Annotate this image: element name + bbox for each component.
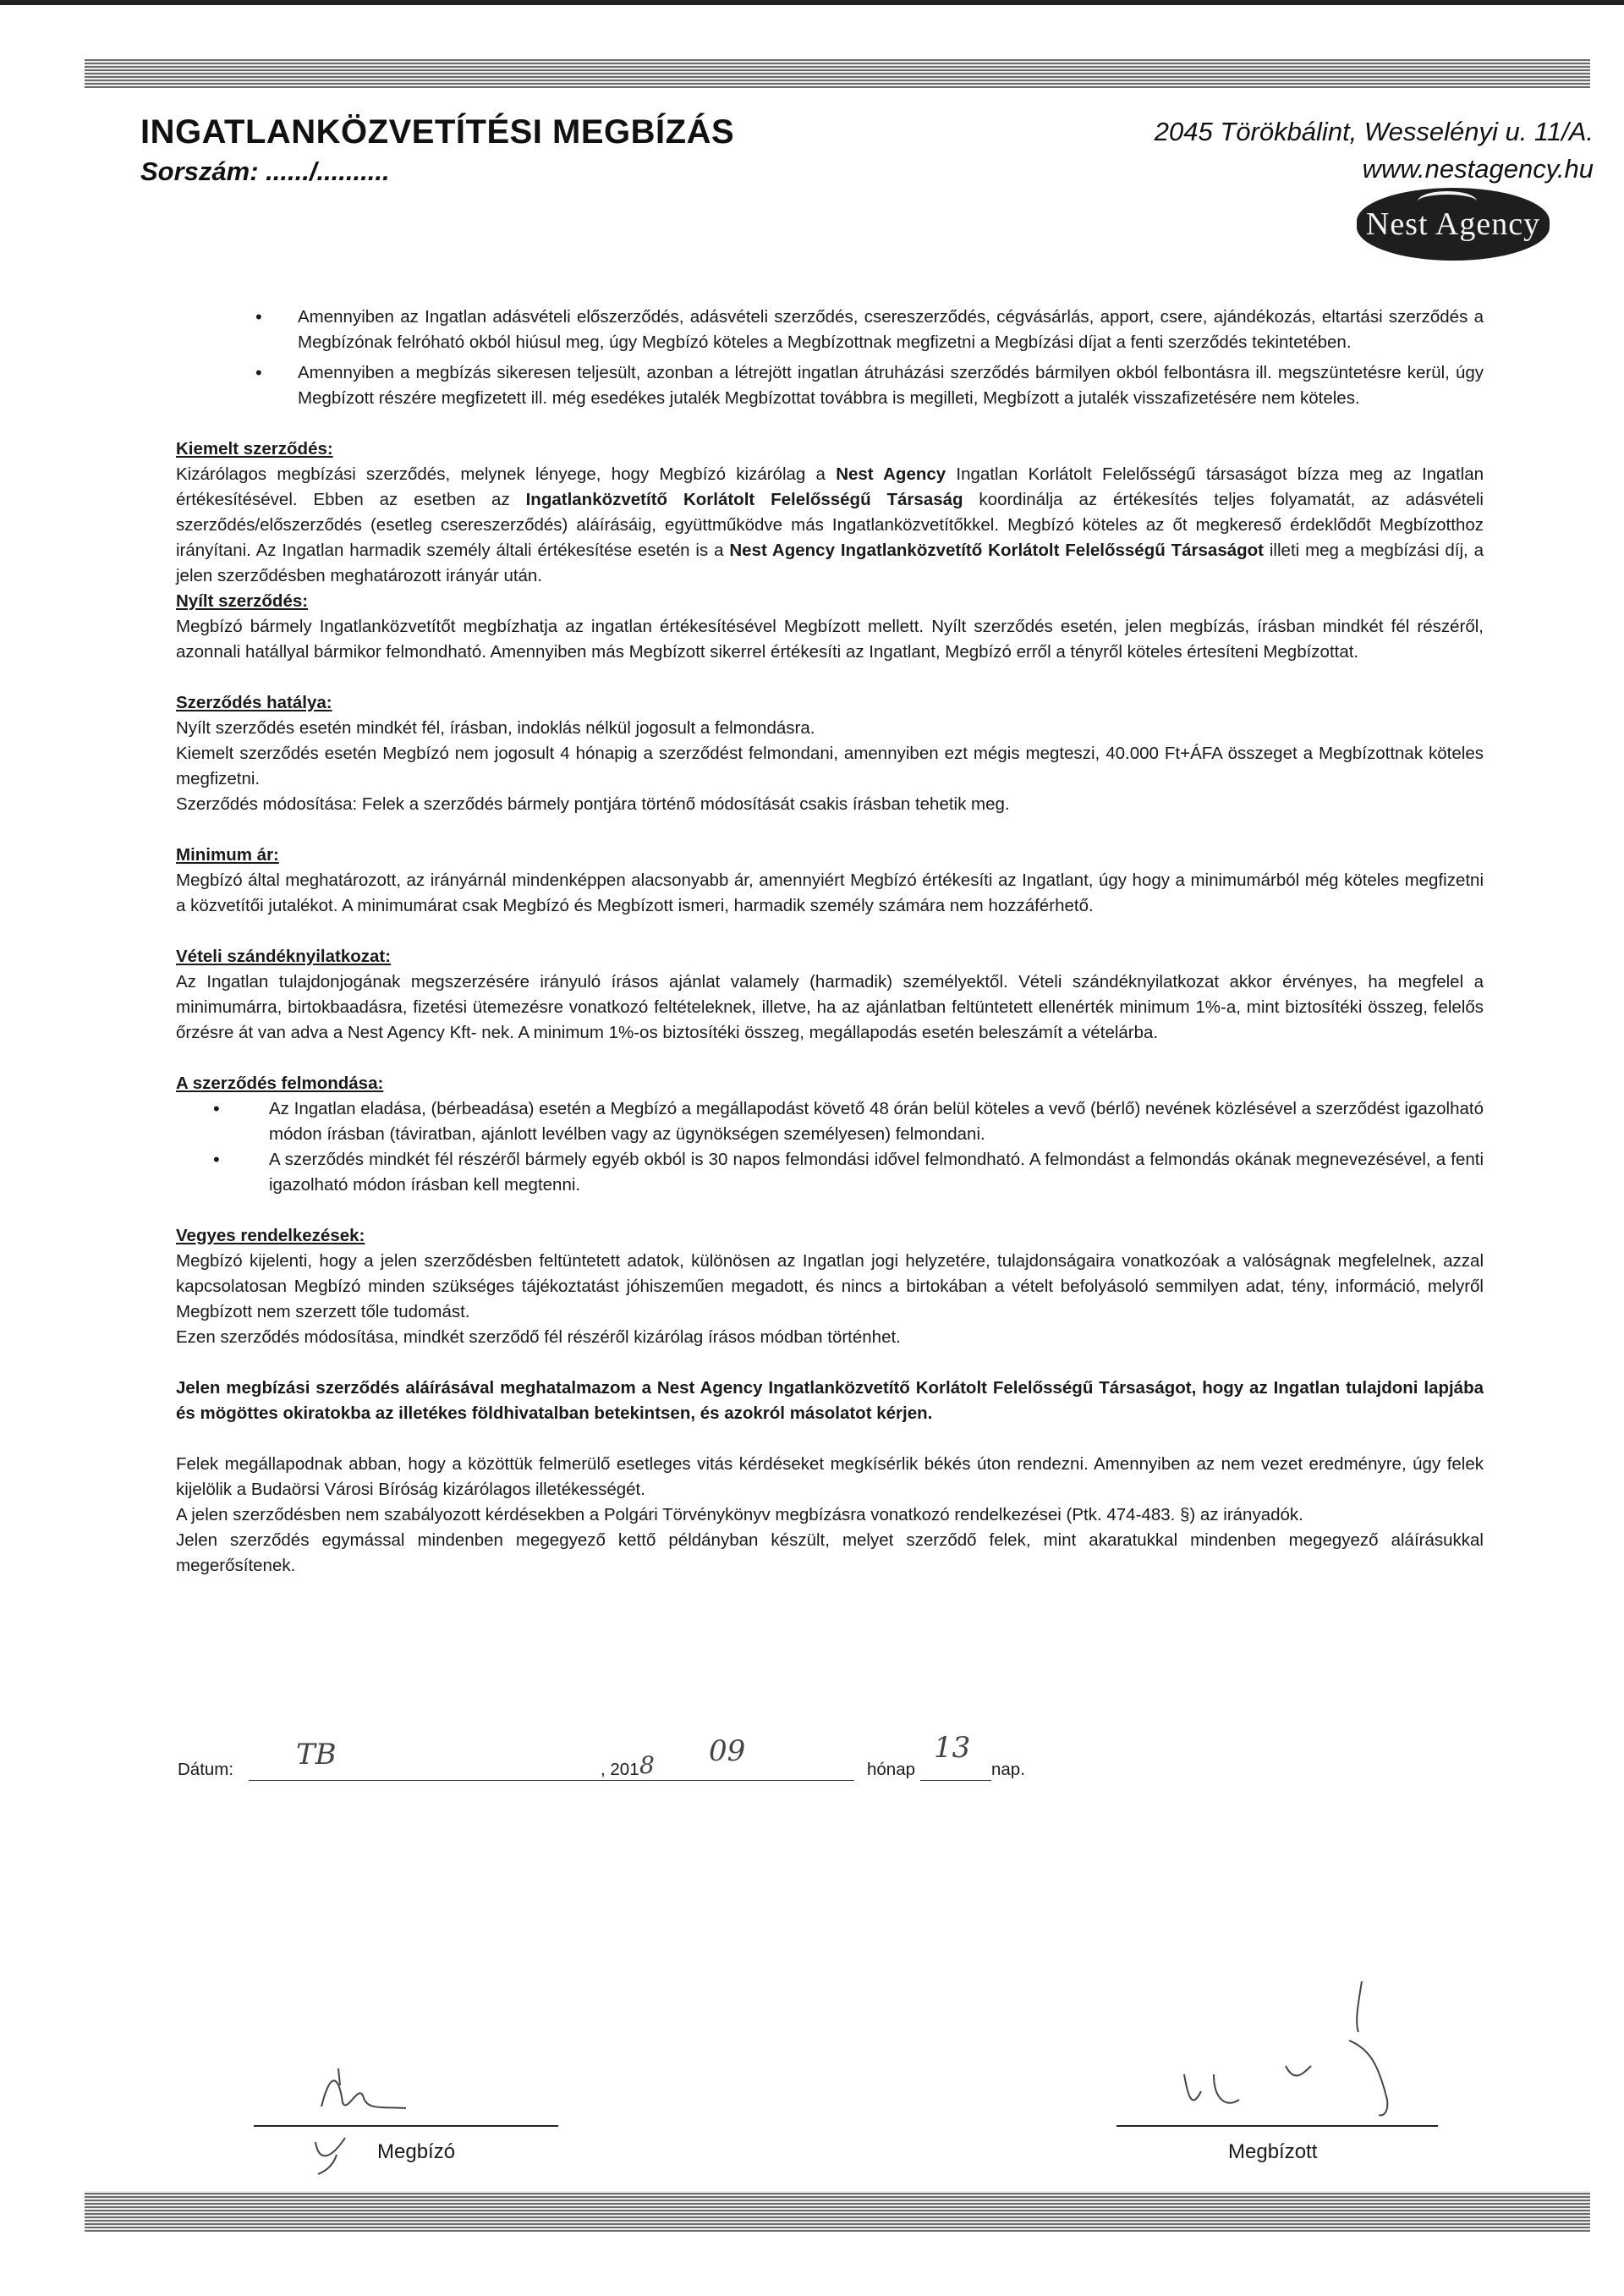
section-text: Megbízó által meghatározott, az irányárnál mindenképpen alacsonyabb ár, amennyiért Megbízó értékesíti az Ingatlant, úgy hogy a minimumárból még köteles megfizetni a közvetítői jutalékot. A minimumárat csak Megbízó és Megbízott ismeri, harmadik személy számára nem hozzáférhető. xyxy=(176,871,1484,915)
handwritten-month: 09 xyxy=(709,1734,746,1768)
scan-edge-top xyxy=(0,0,1624,5)
section-title: Minimum ár: xyxy=(176,845,279,865)
handwritten-day: 13 xyxy=(934,1731,971,1765)
day-label: nap. xyxy=(991,1760,1025,1779)
company-name: Ingatlanközvetítő Korlátolt Felelősségű Társaság xyxy=(525,490,963,509)
section-minimum xyxy=(176,843,1484,919)
client-signature-block xyxy=(254,2125,558,2163)
handwritten-year: 8 xyxy=(639,1751,655,1779)
section-hatalya xyxy=(176,690,1484,817)
scan-footer-bar xyxy=(85,2191,1590,2232)
section-title: A szerződés felmondása: xyxy=(176,1074,384,1093)
termination-bullet-list xyxy=(176,1096,1484,1198)
section-text: Az Ingatlan tulajdonjogának megszerzésére irányuló írásos ajánlat valamely (harmadik) személyektől. Vételi szándéknyilatkozat akkor érvényes, ha megfelel a minimumárra, birtokbaadásra, fizetési ütemezésre vonatkozó feltételeknek, illetve, ha az ajánlatban feltüntetett ellenérték minimum 1%-a, mint biztosítéki összeg, felelős őrzésre át van adva a Nest Agency Kft- nek. A minimum 1%-os biztosítéki összeg, megállapodás esetén beleszámít a vételárba. xyxy=(176,972,1484,1042)
section-line: Szerződés módosítása: Felek a szerződés bármely pontjára történő módosítását csakis írásban tehetik meg. xyxy=(176,794,1010,814)
company-name: Nest Agency xyxy=(836,464,946,484)
contract-body xyxy=(176,305,1484,1579)
document-header xyxy=(140,113,734,187)
client-signature-line[interactable] xyxy=(254,2125,558,2127)
section-title: Szerződés hatálya: xyxy=(176,693,332,712)
client-signature-mark-icon xyxy=(311,2134,354,2176)
logo-text: Nest Agency xyxy=(1365,206,1541,242)
agent-signature-icon xyxy=(1167,1973,1421,2125)
agent-label: Megbízott xyxy=(1228,2140,1318,2163)
serial-number: Sorszám: ....../.......... xyxy=(140,157,390,186)
section-text: Megbízó kijelenti, hogy a jelen szerződésben feltüntetett adatok, különösen az Ingatlan jogi helyzetére, tulajdonságaira vonatkozóak a valóságnak megfelelnek, azzal kapcsolatosan Megbízó minden szükséges tájékoztatást jóhiszeműen megadott, és nincs a birtokában a vételt befolyásoló semmilyen adat, tény, információ, melyről Megbízott nem szerzett tőle tudomást. xyxy=(176,1251,1484,1321)
authorization-statement: Jelen megbízási szerződés aláírásával meghatalmazom a Nest Agency Ingatlanközvetítő Korlátolt Felelősségű Társaságot, hogy az Ingatlan tulajdoni lapjába és mögöttes okiratokba az illetékes földhivatalban betekintsen, és azokról másolatot kérjen. xyxy=(176,1378,1484,1423)
section-kiemelt xyxy=(176,437,1484,589)
company-info xyxy=(1155,117,1594,184)
company-address: 2045 Törökbálint, Wesselényi u. 11/A. xyxy=(1154,117,1594,146)
closing-text: A jelen szerződésben nem szabályozott kérdésekben a Polgári Törvénykönyv megbízásra vonatkozó rendelkezései (Ptk. 474-483. §) az irányadók. xyxy=(176,1505,1303,1524)
month-label: hónap xyxy=(867,1760,916,1779)
section-felmondas xyxy=(176,1071,1484,1198)
section-line: Nyílt szerződés esetén mindkét fél, írásban, indoklás nélkül jogosult a felmondásra. xyxy=(176,718,815,738)
section-text xyxy=(176,462,1484,589)
text-fragment: Ingatlan Korlátolt Felelősségű társaságot bízza meg az Ingatlan értékesítésével. Ebben az esetben az xyxy=(176,464,1484,509)
section-line: Kiemelt szerződés esetén Megbízó nem jogosult 4 hónapig a szerződést felmondani, amennyiben ezt mégis megteszi, 40.000 Ft+ÁFA összeget a Megbízottnak köteles megfizetni. xyxy=(176,744,1484,788)
termination-bullet: • A szerződés mindkét fél részéről bármely egyéb okból is 30 napos felmondási idővel felmondható. A felmondást a felmondás okának megnevezésével, a fenti igazolható módon írásban kell megtenni. xyxy=(269,1147,1484,1198)
text-fragment: illeti meg a megbízási díj, a jelen szerződésben meghatározott irányár után. xyxy=(176,541,1484,585)
text-fragment: koordinálja az értékesítés teljes folyamatát, az adásvételi szerződés/előszerződés (esetleg csereszerződés) aláírásáig, együttműködve más Ingatlanközvetítőkkel. Megbízó köteles az őt megkereső érdeklődőt Megbízotthoz irányítani. Az Ingatlan harmadik személy általi értékesítése esetén is a xyxy=(176,490,1484,560)
text-fragment: Kizárólagos megbízási szerződés, melynek lényege, hogy Megbízó kizárólag a xyxy=(176,464,837,484)
year-prefix: , 201 xyxy=(601,1760,639,1779)
logo-roof-icon xyxy=(1418,191,1477,211)
client-signature-icon xyxy=(313,2064,414,2123)
section-title: Nyílt szerződés: xyxy=(176,591,309,611)
agent-signature-block xyxy=(1116,2125,1438,2163)
company-website[interactable]: www.nestagency.hu xyxy=(1362,154,1594,184)
client-label: Megbízó xyxy=(377,2140,456,2163)
termination-bullet: • Az Ingatlan eladása, (bérbeadása) esetén a Megbízó a megállapodást követő 48 órán belül köteles a vevő (bérlő) nevének közlésével a szerződést igazolható módon írásban (táviratban, ajánlott levélben vagy az ügynökségen személyesen) felmondani. xyxy=(269,1096,1484,1147)
day-field[interactable] xyxy=(920,1780,991,1781)
closing-text: Felek megállapodnak abban, hogy a közöttük felmerülő esetleges vitás kérdéseket megkísérlik békés úton rendezni. Amennyiben az nem vezet eredményre, úgy felek kijelölik a Budaörsi Városi Bíróság kizárólagos illetékességét. xyxy=(176,1454,1484,1499)
section-text: Ezen szerződés módosítása, mindkét szerződő fél részéről kizárólag írásos módban történhet. xyxy=(176,1327,901,1347)
section-veteli xyxy=(176,944,1484,1046)
date-label: Dátum: xyxy=(178,1760,234,1779)
company-name: Nest Agency Ingatlanközvetítő Korlátolt Felelősségű Társaságot xyxy=(729,541,1265,560)
intro-bullet-list xyxy=(176,305,1484,411)
section-title: Vételi szándéknyilatkozat: xyxy=(176,947,392,966)
intro-bullet: • Amennyiben a megbízás sikeresen teljesült, azonban a létrejött ingatlan átruházási szerződés bármilyen okból felbontásra ill. megszüntetésre kerül, úgy Megbízott részére megfizetett ill. még esedékes jutalék Megbízottat továbbra is megilleti, Megbízott a jutalék visszafizetésére nem köteles. xyxy=(298,360,1484,411)
section-vegyes xyxy=(176,1223,1484,1350)
section-title: Kiemelt szerződés: xyxy=(176,439,333,459)
handwritten-place: TB xyxy=(296,1738,337,1771)
closing-text: Jelen szerződés egymással mindenben megegyező kettő példányban készült, melyet szerződő felek, mint akaratukkal mindenben megegyező aláírásukkal megerősítenek. xyxy=(176,1530,1484,1575)
date-row xyxy=(178,1731,1108,1810)
agent-signature-line[interactable] xyxy=(1116,2125,1438,2127)
section-title: Vegyes rendelkezések: xyxy=(176,1226,365,1245)
scan-header-bar xyxy=(85,59,1590,88)
month-field[interactable] xyxy=(651,1780,854,1781)
section-text: Megbízó bármely Ingatlanközvetítőt megbízhatja az ingatlan értékesítésével Megbízott mellett. Nyílt szerződés esetén, jelen megbízás, írásban mindkét fél részéről, azonnali hatállyal bármikor felmondható. Amennyiben más Megbízott sikerrel értékesíti az Ingatlant, Megbízó erről a tényről köteles értesíteni Megbízottat. xyxy=(176,617,1484,662)
document-title: INGATLANKÖZVETÍTÉSI MEGBÍZÁS xyxy=(140,113,735,151)
intro-bullet: • Amennyiben az Ingatlan adásvételi előszerződés, adásvételi szerződés, csereszerződés, cégvásárlás, apport, csere, ajándékozás, eltartási szerződés a Megbízónak felróható okból hiúsul meg, úgy Megbízó köteles a Megbízottnak megfizetni a Megbízási díjat a fenti szerződés tekintetében. xyxy=(298,305,1484,355)
closing-provisions xyxy=(176,1452,1484,1579)
section-nyilt xyxy=(176,589,1484,665)
